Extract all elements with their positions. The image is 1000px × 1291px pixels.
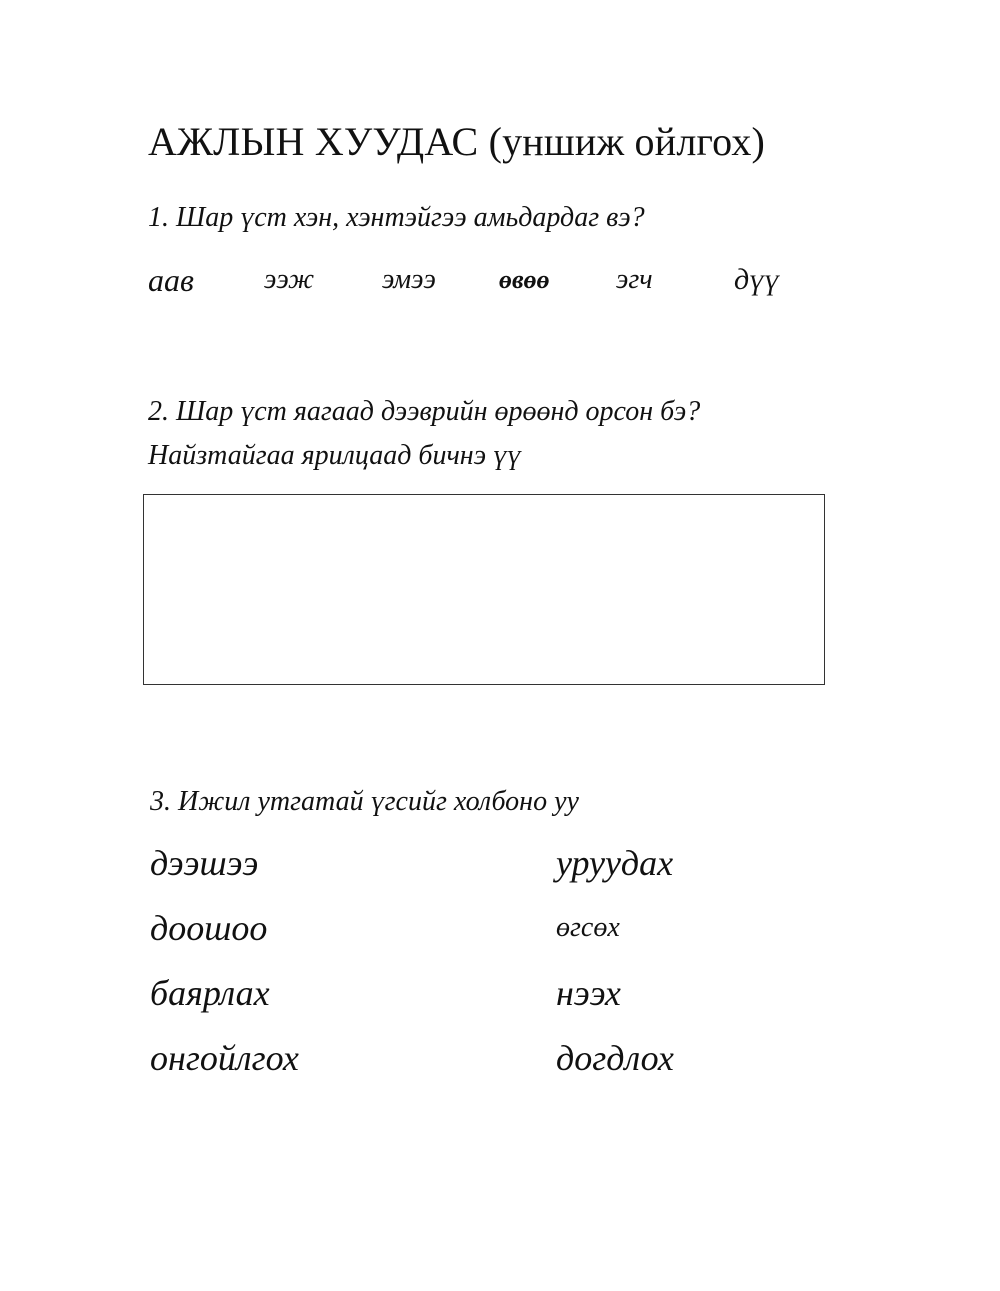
match-left-word[interactable]: дээшээ: [150, 843, 259, 883]
match-left-word[interactable]: онгойлгох: [150, 1038, 299, 1078]
question-2-line-2: Найзтайгаа ярилцаад бичнэ үү: [148, 440, 522, 471]
match-right-word[interactable]: нээх: [556, 973, 621, 1013]
question-2-line-1: 2. Шар үст яагаад дээврийн өрөөнд орсон бэ?: [148, 396, 701, 427]
option-word[interactable]: дүү: [734, 263, 780, 296]
question-2-text: [148, 390, 700, 478]
option-word[interactable]: өвөө: [499, 265, 550, 294]
option-word[interactable]: ээж: [264, 264, 315, 295]
question-3-text: 3. Ижил утгатай үгсийг холбоно уу: [150, 786, 579, 817]
match-right-word[interactable]: догдлох: [556, 1038, 674, 1078]
option-word[interactable]: аав: [148, 262, 194, 298]
match-right-word[interactable]: өгсөх: [556, 912, 620, 943]
match-left-word[interactable]: доошоо: [150, 908, 268, 948]
page-title: АЖЛЫН ХУУДАС (уншиж ойлгох): [148, 119, 766, 164]
match-left-word[interactable]: баярлах: [150, 973, 270, 1013]
question-1-options: [148, 258, 848, 302]
question-1-text: 1. Шар үст хэн, хэнтэйгээ амьдардаг вэ?: [148, 202, 645, 233]
option-word[interactable]: эмээ: [382, 264, 436, 295]
answer-box[interactable]: [143, 494, 825, 685]
option-word[interactable]: эгч: [616, 264, 653, 295]
match-right-word[interactable]: уруудах: [556, 843, 674, 883]
